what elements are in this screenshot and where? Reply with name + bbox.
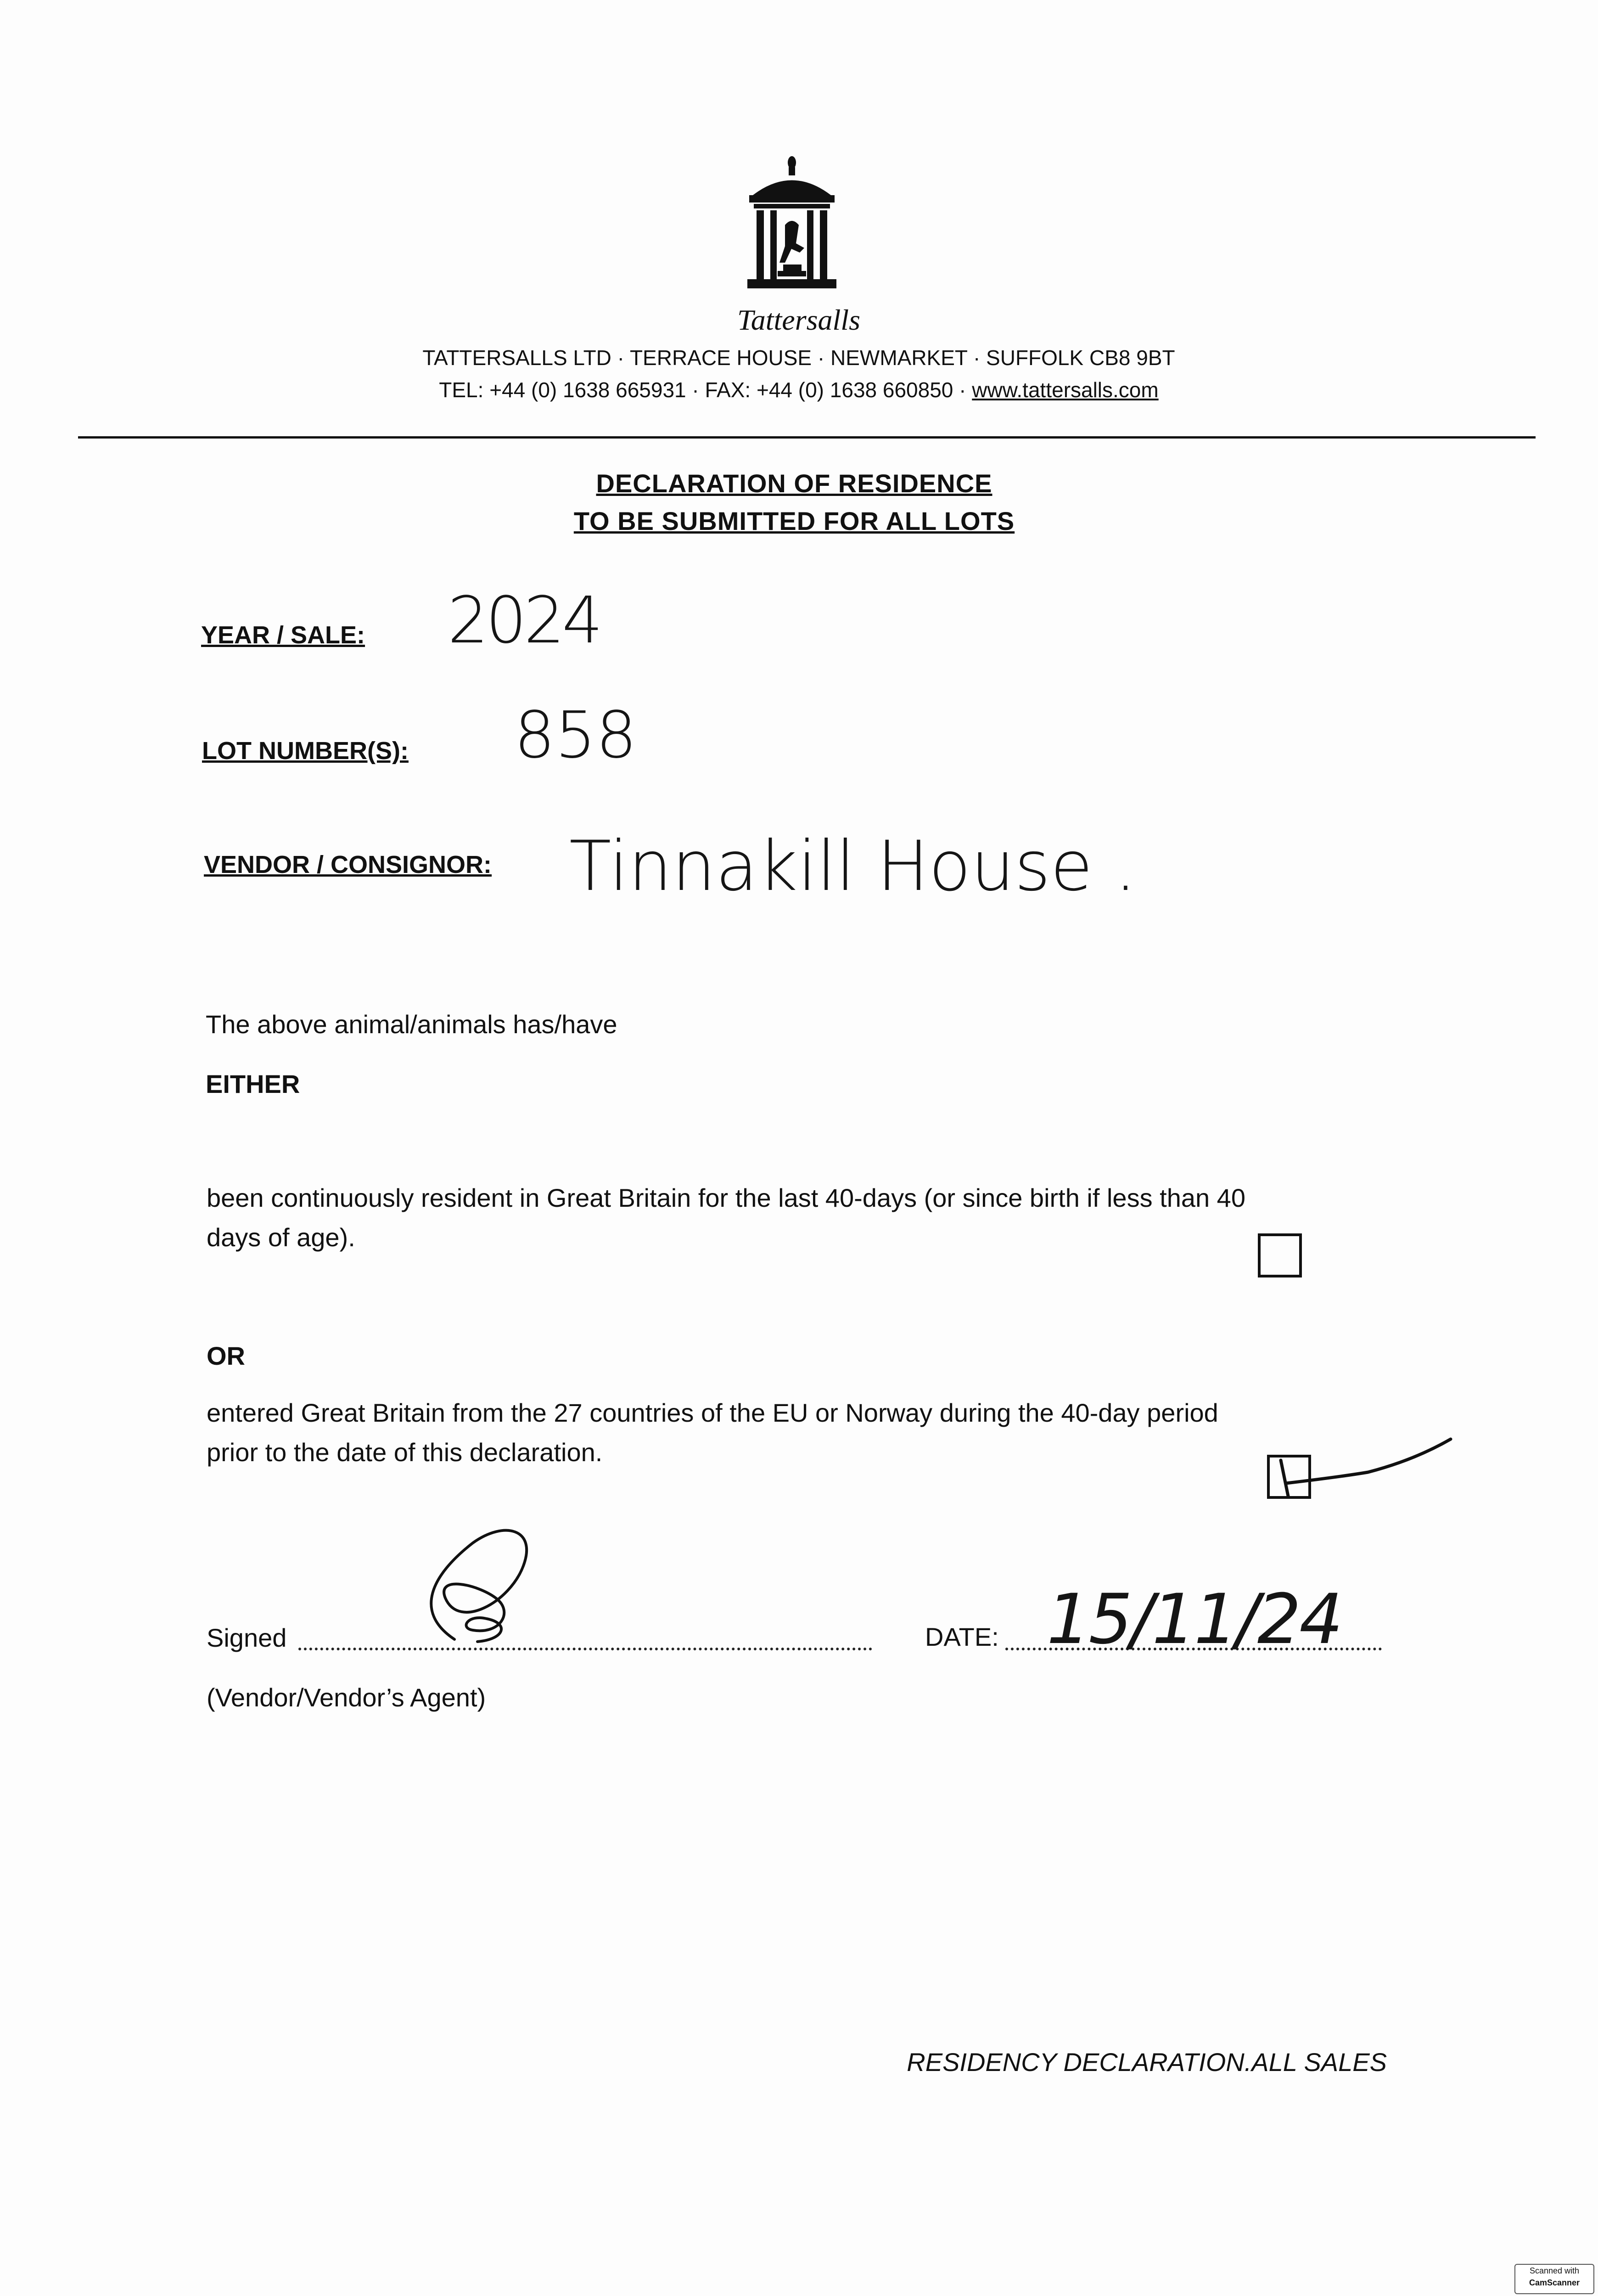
date-label: DATE: xyxy=(925,1622,999,1651)
signature-scribble[interactable] xyxy=(404,1520,551,1658)
form-title: DECLARATION OF RESIDENCE xyxy=(596,469,992,498)
company-contact xyxy=(230,377,1368,402)
vendor-consignor-label: VENDOR / CONSIGNOR: xyxy=(204,851,492,878)
date-value[interactable]: 15/11/24 xyxy=(1047,1580,1341,1660)
option1-text-line1: been continuously resident in Great Britain for the last 40-days (or since birth if less than 40 xyxy=(207,1183,1245,1212)
header-divider xyxy=(78,436,1536,439)
option1-checkbox[interactable] xyxy=(1258,1233,1302,1277)
brand-name: Tattersalls xyxy=(737,304,860,336)
lot-numbers-value[interactable]: 858 xyxy=(514,698,637,773)
signed-label xyxy=(207,1618,286,1658)
vendor-consignor-value[interactable]: Tinnakill House . xyxy=(569,827,1137,906)
or-label: OR xyxy=(207,1341,245,1370)
lot-numbers-label: LOT NUMBER(S): xyxy=(202,737,409,765)
signature-line xyxy=(298,1648,872,1650)
scanner-watermark-line1: Scanned with xyxy=(1529,2266,1580,2275)
phone-fax: TEL: +44 (0) 1638 665931 · FAX: +44 (0) 1638 660850 · xyxy=(439,378,972,402)
scanner-watermark-line2: CamScanner xyxy=(1529,2278,1580,2287)
declaration-intro: The above animal/animals has/have xyxy=(206,1010,617,1039)
signed-role: (Vendor/Vendor’s Agent) xyxy=(207,1683,486,1712)
year-sale-label: YEAR / SALE: xyxy=(201,621,365,649)
signed-label-text: Signed xyxy=(207,1623,287,1652)
form-reference: RESIDENCY DECLARATION.ALL SALES xyxy=(907,2048,1387,2077)
website-link[interactable]: www.tattersalls.com xyxy=(972,378,1159,402)
scanner-watermark xyxy=(1514,2264,1594,2294)
company-address: TATTERSALLS LTD · TERRACE HOUSE · NEWMARKET · SUFFOLK CB8 9BT xyxy=(422,346,1175,370)
option2-text-line1: entered Great Britain from the 27 countries of the EU or Norway during the 40-day period xyxy=(207,1398,1218,1427)
option1-text-line2: days of age). xyxy=(207,1223,355,1252)
checkmark-icon xyxy=(1267,1433,1460,1506)
option2-text-line2: prior to the date of this declaration. xyxy=(207,1438,603,1467)
form-subtitle: TO BE SUBMITTED FOR ALL LOTS xyxy=(573,506,1015,535)
year-sale-value[interactable]: 2024 xyxy=(448,583,600,658)
tattersalls-logo xyxy=(739,156,845,308)
either-label: EITHER xyxy=(206,1069,300,1098)
